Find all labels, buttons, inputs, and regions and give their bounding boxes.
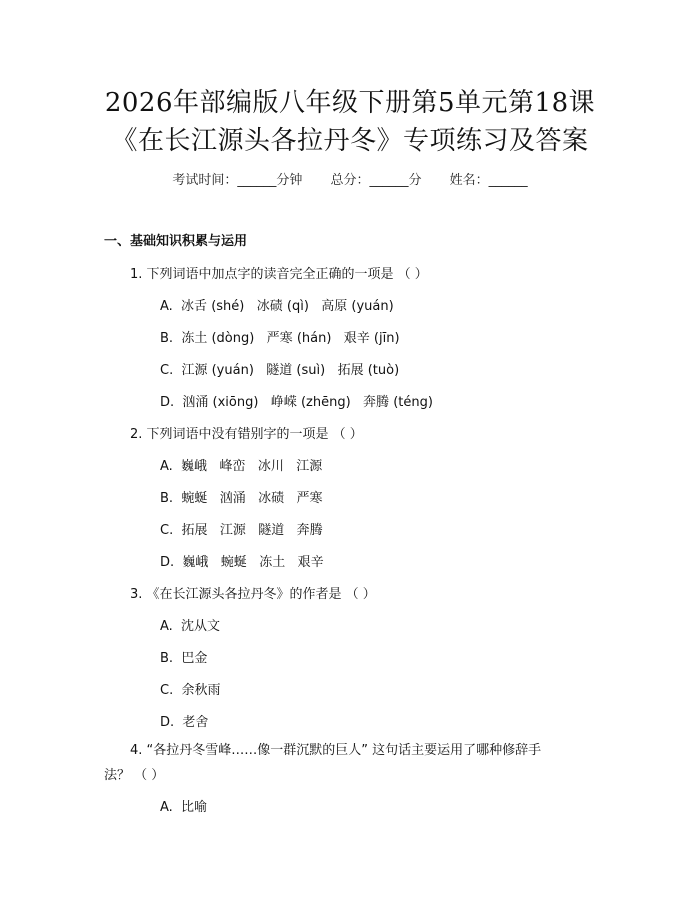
question-1-option-a: A. 冰舌 (shé) 冰碛 (qì) 高原 (yuán) bbox=[160, 299, 394, 314]
question-1-option-b: B. 冻土 (dòng) 严寒 (hán) 艰辛 (jīn) bbox=[160, 331, 400, 346]
question-1-option-d: D. 汹涌 (xiōng) 峥嵘 (zhēng) 奔腾 (téng) bbox=[160, 395, 433, 410]
question-3-option-a: A. 沈从文 bbox=[160, 619, 221, 634]
question-2-option-a: A. 巍峨 峰峦 冰川 江源 bbox=[160, 459, 323, 474]
question-4-stem-line2: 法？ （ ） bbox=[104, 768, 165, 783]
question-3-option-d: D. 老舍 bbox=[160, 715, 209, 730]
student-name: 姓名：______ bbox=[449, 173, 528, 188]
exam-time: 考试时间：______分钟 bbox=[172, 173, 303, 188]
question-2-option-b: B. 蜿蜒 汹涌 冰碛 严寒 bbox=[160, 491, 323, 506]
question-2-option-d: D. 巍峨 蜿蜒 冻土 艰辛 bbox=[160, 555, 324, 570]
question-1-stem: 1. 下列词语中加点字的读音完全正确的一项是 （ ） bbox=[130, 267, 428, 282]
question-3-stem: 3. 《在长江源头各拉丹冬》的作者是 （ ） bbox=[130, 587, 376, 602]
question-4-stem-line1: 4. “各拉丹冬雪峰……像一群沉默的巨人” 这句话主要运用了哪种修辞手 bbox=[130, 743, 542, 758]
question-4-option-a: A. 比喻 bbox=[160, 800, 208, 815]
question-2-stem: 2. 下列词语中没有错别字的一项是 （ ） bbox=[130, 427, 363, 442]
document-title-line2: 《在长江源头各拉丹冬》专项练习及答案 bbox=[111, 126, 589, 156]
section-heading: 一、基础知识积累与运用 bbox=[104, 234, 248, 249]
question-3-option-b: B. 巴金 bbox=[160, 651, 208, 666]
question-2-option-c: C. 拓展 江源 隧道 奔腾 bbox=[160, 523, 323, 538]
question-1-option-c: C. 江源 (yuán) 隧道 (suì) 拓展 (tuò) bbox=[160, 363, 400, 378]
question-3-option-c: C. 余秋雨 bbox=[160, 683, 221, 698]
exam-meta bbox=[0, 169, 700, 188]
total-score: 总分：______分 bbox=[330, 173, 422, 188]
document-title-line1: 2026年部编版八年级下册第5单元第18课 bbox=[104, 88, 596, 118]
